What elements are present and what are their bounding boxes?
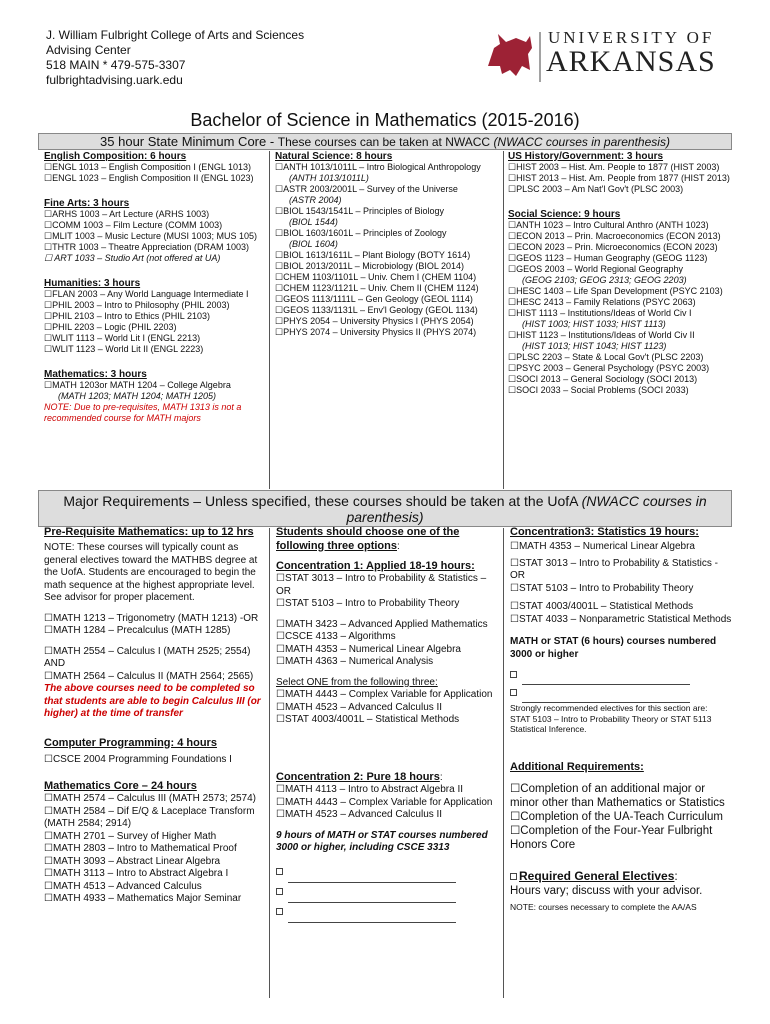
course-item[interactable]: ☐STAT 4033 – Nonparametric Statistical Methods bbox=[510, 613, 732, 625]
course-item[interactable]: ☐MATH 2584 – Dif E/Q & Laceplace Transform (MATH 2584; 2914) bbox=[44, 805, 255, 829]
section-heading: Concentration 1: Applied 18-19 hours: bbox=[276, 560, 475, 572]
section-heading: Additional Requirements: bbox=[510, 760, 644, 773]
course-item[interactable]: ☐PHIL 2203 – Logic (PHIL 2203) bbox=[44, 322, 177, 332]
course-item[interactable]: ☐MATH 1203or MATH 1204 – College Algebra bbox=[44, 380, 231, 390]
course-item[interactable]: ☐PHYS 2054 – University Physics I (PHYS 2054) ☐PHYS 2074 – University Physics II (PHYS 2074) bbox=[275, 316, 477, 337]
page-title: Bachelor of Science in Mathematics (2015-2016) bbox=[190, 110, 580, 130]
section-heading: Humanities: 3 hours bbox=[44, 278, 141, 289]
major-band-main: Major Requirements – Unless specified, these courses should be taken at the UofA bbox=[63, 493, 582, 509]
core-band-main: 35 hour State Minimum Core - bbox=[100, 134, 278, 149]
course-item[interactable]: ☐FLAN 2003 – Any World Language Intermediate I bbox=[44, 289, 249, 299]
divider bbox=[269, 528, 270, 998]
course-item[interactable]: ☐PHIL 2103 – Intro to Ethics (PHIL 2103) bbox=[44, 311, 210, 321]
course-equivalent: (BIOL 1604) bbox=[289, 239, 338, 249]
major-col-2 bbox=[276, 526, 500, 923]
pre-note-red: The above courses need to be completed so that students are able to begin Calculus III (or higher) at the time of transfer bbox=[44, 683, 261, 719]
section-heading: Pre-Requisite Mathematics: up to 12 hrs bbox=[44, 526, 254, 538]
course-item[interactable]: ☐BIOL 1603/1601L – Principles of Zoology bbox=[275, 228, 447, 238]
core-col-2 bbox=[275, 151, 499, 338]
course-item[interactable]: ☐MATH 2574 – Calculus III (MATH 2573; 2574) bbox=[44, 793, 257, 804]
course-item[interactable]: ☐ ART 1033 – Studio Art (not offered at UA) bbox=[44, 253, 221, 263]
recommended-courses: STAT 5103 – Intro to Probability Theory or STAT 5113 Statistical Inference. bbox=[510, 713, 712, 734]
course-item[interactable]: ☐MATH 4353 – Numerical Linear Algebra bbox=[510, 541, 695, 552]
section-heading: Concentration3: Statistics 19 hours: bbox=[510, 526, 699, 538]
course-item[interactable]: ☐ANTH 1013/1011L – Intro Biological Anthropology bbox=[275, 162, 481, 172]
course-item[interactable]: ☐STAT 5103 – Intro to Probability Theory bbox=[510, 582, 694, 594]
recommended-note: Strongly recommended electives for this section are: bbox=[510, 703, 708, 713]
course-item[interactable]: ☐MATH 4523 – Advanced Calculus II bbox=[276, 809, 443, 820]
electives-note: NOTE: courses necessary to complete the AA/AS bbox=[510, 902, 697, 912]
course-item[interactable]: ☐GEOS 2003 – World Regional Geography bbox=[508, 264, 683, 274]
course-item[interactable]: ☐HIST 2003 – Hist. Am. People to 1877 (HIST 2003) bbox=[508, 162, 720, 172]
major-band-paren: (NWACC courses in parenthesis) bbox=[346, 493, 707, 525]
course-item[interactable]: ☐MATH 4113 – Intro to Abstract Algebra II bbox=[276, 784, 464, 795]
colon: : bbox=[439, 771, 443, 783]
course-item[interactable]: ☐ANTH 1023 – Intro Cultural Anthro (ANTH 1023) bbox=[508, 220, 709, 230]
checkbox-icon[interactable] bbox=[510, 873, 517, 880]
course-item[interactable]: ☐HIST 1113 – Institutions/Ideas of World Civ I bbox=[508, 308, 692, 318]
electives-sub: Hours vary; discuss with your advisor. bbox=[510, 884, 703, 897]
course-item[interactable]: ☐MATH 1284 – Precalculus (MATH 1285) bbox=[44, 625, 231, 636]
core-band bbox=[38, 133, 732, 150]
core-band-paren: (NWACC courses in parenthesis) bbox=[493, 135, 670, 149]
blank-line[interactable] bbox=[510, 667, 732, 685]
university-logo bbox=[486, 26, 718, 86]
course-item[interactable]: ☐MATH 4363 – Numerical Analysis bbox=[276, 656, 434, 667]
header-line: Advising Center bbox=[46, 43, 131, 57]
course-item[interactable]: ☐MATH 4513 – Advanced Calculus bbox=[44, 880, 202, 892]
course-item[interactable]: ☐MLIT 1003 – Music Lecture (MUSI 1003; MUS 105) bbox=[44, 231, 257, 241]
course-item[interactable]: ☐CSCE 4133 – Algorithms bbox=[276, 631, 396, 642]
checkbox-icon[interactable] bbox=[276, 868, 283, 875]
course-item[interactable]: ☐HIST 1123 – Institutions/Ideas of World Civ II bbox=[508, 330, 695, 340]
section-heading: Fine Arts: 3 hours bbox=[44, 198, 130, 209]
course-item[interactable]: ☐MATH 2564 – Calculus II (MATH 2564; 2565) bbox=[44, 670, 254, 682]
checkbox-icon[interactable] bbox=[276, 888, 283, 895]
checkbox-icon[interactable] bbox=[510, 689, 517, 696]
course-item[interactable]: ☐MATH 4443 – Complex Variable for Application bbox=[276, 796, 493, 808]
section-heading: Natural Science: 8 hours bbox=[275, 151, 393, 162]
divider bbox=[503, 151, 504, 489]
course-item[interactable]: ☐HESC 1403 – Life Span Development (PSYC 2103) bbox=[508, 286, 723, 296]
header-line: fulbrightadvising.uark.edu bbox=[46, 73, 183, 87]
course-item[interactable]: ☐MATH 2554 – Calculus I (MATH 2525; 2554) AND bbox=[44, 645, 251, 669]
course-item[interactable]: ☐MATH 1213 – Trigonometry (MATH 1213) -OR bbox=[44, 612, 259, 624]
course-item[interactable]: ☐PLSC 2203 – State & Local Gov't (PLSC 2203) bbox=[508, 352, 704, 362]
course-item[interactable]: ☐MATH 4523 – Advanced Calculus II bbox=[276, 701, 443, 713]
colon: : bbox=[397, 540, 400, 552]
course-item[interactable]: ☐HIST 2013 – Hist. Am. People from 1877 (HIST 2013) bbox=[508, 173, 730, 183]
math-note: NOTE: Due to pre-requisites, MATH 1313 is not a recommended course for MATH majors bbox=[44, 402, 242, 423]
course-item[interactable]: ☐ARHS 1003 – Art Lecture (ARHS 1003) bbox=[44, 209, 210, 219]
header-line: J. William Fulbright College of Arts and Sciences bbox=[46, 28, 305, 42]
core-col-3 bbox=[508, 151, 730, 396]
course-item[interactable]: ☐GEOS 1123 – Human Geography (GEOG 1123) bbox=[508, 253, 708, 263]
course-item[interactable]: ☐GEOS 1133/1131L – Env'l Geology (GEOL 1134) bbox=[275, 305, 478, 315]
course-equivalent: (HIST 1003; HIST 1033; HIST 1113) bbox=[522, 319, 666, 329]
blank-line[interactable] bbox=[276, 883, 500, 903]
course-item[interactable]: ☐ECON 2013 – Prin. Macroeconomics (ECON 2013) bbox=[508, 231, 721, 241]
course-item[interactable]: ☐GEOS 1113/1111L – Gen Geology (GEOL 1114) bbox=[275, 294, 473, 304]
blank-line[interactable] bbox=[276, 863, 500, 883]
requirement-item[interactable]: ☐Completion of the Four-Year Fulbright Honors Core bbox=[510, 824, 713, 851]
course-item[interactable]: ☐SOCI 2033 – Social Problems (SOCI 2033) bbox=[508, 385, 689, 395]
course-item[interactable]: ☐MATH 4443 – Complex Variable for Application bbox=[276, 689, 493, 700]
course-item[interactable]: ☐STAT 4003/4001L – Statistical Methods bbox=[510, 601, 694, 612]
course-item[interactable]: ☐STAT 3013 – Intro to Probability & Statistics -OR bbox=[510, 557, 718, 581]
section-heading: Mathematics: 3 hours bbox=[44, 369, 147, 380]
core-col-1 bbox=[44, 151, 266, 424]
header-line: 518 MAIN * 479-575-3307 bbox=[46, 58, 186, 72]
logo-university-text: UNIVERSITY OF bbox=[548, 28, 715, 47]
course-item[interactable]: ☐HESC 2413 – Family Relations (PSYC 2063) bbox=[508, 297, 696, 307]
course-item[interactable]: ☐BIOL 1543/1541L – Principles of Biology bbox=[275, 206, 445, 216]
course-item[interactable]: ☐MATH 4353 – Numerical Linear Algebra bbox=[276, 643, 461, 655]
course-item[interactable]: ☐PLSC 2003 – Am Nat'l Gov't (PLSC 2003) bbox=[508, 184, 684, 194]
major-col-1 bbox=[44, 526, 266, 906]
course-item[interactable]: ☐ASTR 2003/2001L – Survey of the Universe bbox=[275, 184, 458, 194]
course-item[interactable]: ☐ENGL 1023 – English Composition II (ENGL 1023) bbox=[44, 173, 254, 183]
major-col-3 bbox=[510, 526, 732, 914]
blank-line[interactable] bbox=[276, 903, 500, 923]
course-item[interactable]: ☐BIOL 2013/2011L – Microbiology (BIOL 2014) bbox=[275, 261, 465, 271]
blank-line[interactable] bbox=[510, 685, 732, 703]
course-equivalent: (MATH 1203; MATH 1204; MATH 1205) bbox=[58, 391, 217, 401]
course-item[interactable]: ☐COMM 1003 – Film Lecture (COMM 1003) bbox=[44, 220, 223, 230]
section-heading: US History/Government: 3 hours bbox=[508, 151, 664, 162]
course-equivalent: (HIST 1013; HIST 1043; HIST 1123) bbox=[522, 341, 667, 351]
section-heading: Computer Programming: 4 hours bbox=[44, 736, 217, 749]
pre-note: NOTE: These courses will typically count as general electives toward the MATHBS degree at the UofA. Students are encouraged to begin the math sequence at the highest appropriate level. See advisor for proper placement. bbox=[44, 542, 258, 603]
course-item[interactable]: ☐PHIL 2003 – Intro to Philosophy (PHIL 2003) bbox=[44, 300, 230, 310]
major-band bbox=[38, 490, 732, 527]
course-equivalent: (BIOL 1544) bbox=[289, 217, 338, 227]
checkbox-icon[interactable] bbox=[276, 908, 283, 915]
course-item[interactable]: ☐PSYC 2003 – General Psychology (PSYC 2003) bbox=[508, 363, 710, 373]
logo-arkansas-text: ARKANSAS bbox=[546, 45, 716, 78]
course-item[interactable]: ☐CHEM 1103/1101L – Univ. Chem I (CHEM 1104) bbox=[275, 272, 477, 282]
course-item[interactable]: ☐MATH 3093 – Abstract Linear Algebra bbox=[44, 855, 221, 867]
section-heading: Mathematics Core – 24 hours bbox=[44, 780, 197, 792]
course-item[interactable]: ☐ECON 2023 – Prin. Microeconomics (ECON 2023) bbox=[508, 242, 718, 252]
course-equivalent: (GEOG 2103; GEOG 2313; GEOG 2203) bbox=[522, 275, 687, 285]
course-item[interactable]: ☐WLIT 1123 – World Lit II (ENGL 2223) bbox=[44, 344, 204, 354]
course-item[interactable]: ☐MATH 3423 – Advanced Applied Mathematics bbox=[276, 618, 488, 630]
college-header bbox=[46, 28, 304, 88]
checkbox-icon[interactable] bbox=[510, 671, 517, 678]
c2-note: 9 hours of MATH or STAT courses numbered 3000 or higher, including CSCE 3313 bbox=[276, 829, 488, 853]
colon: : bbox=[674, 868, 678, 883]
section-heading: Required General Electives bbox=[519, 868, 675, 883]
course-item[interactable]: ☐WLIT 1113 – World Lit I (ENGL 2213) bbox=[44, 333, 201, 343]
course-item[interactable]: ☐CHEM 1123/1121L – Univ. Chem II (CHEM 1124) bbox=[275, 283, 479, 293]
core-band-sub: These courses can be taken at NWACC bbox=[277, 135, 494, 149]
section-heading: English Composition: 6 hours bbox=[44, 151, 187, 162]
select-one-label: Select ONE from the following three: bbox=[276, 676, 438, 688]
divider bbox=[503, 528, 504, 998]
section-heading: Social Science: 9 hours bbox=[508, 209, 621, 220]
course-item[interactable]: ☐THTR 1003 – Theatre Appreciation (DRAM 1003) bbox=[44, 242, 249, 252]
requirement-item[interactable]: ☐Completion of an additional major or minor other than Mathematics or Statistics bbox=[510, 782, 725, 809]
course-item[interactable]: ☐ENGL 1013 – English Composition I (ENGL 1013) bbox=[44, 162, 252, 172]
course-item[interactable]: ☐MATH 2803 – Intro to Mathematical Proof bbox=[44, 843, 237, 854]
course-equivalent: (ANTH 1013/1011L) bbox=[289, 173, 369, 183]
section-heading: Concentration 2: Pure 18 hours bbox=[276, 770, 440, 783]
course-item[interactable]: ☐STAT 3013 – Intro to Probability & Statistics –OR bbox=[276, 573, 487, 597]
course-item[interactable]: ☐SOCI 2013 – General Sociology (SOCI 2013) bbox=[508, 374, 698, 384]
course-item[interactable]: ☐BIOL 1613/1611L – Plant Biology (BOTY 1614) bbox=[275, 250, 471, 260]
course-equivalent: (ASTR 2004) bbox=[289, 195, 342, 205]
math-stat-label: MATH or STAT (6 hours) courses numbered 3000 or higher bbox=[510, 636, 717, 660]
requirement-item[interactable]: ☐Completion of the UA-Teach Curriculum bbox=[510, 810, 723, 823]
course-item[interactable]: ☐MATH 2701 – Survey of Higher Math bbox=[44, 830, 217, 842]
section-heading: Students should choose one of the following three options bbox=[276, 526, 460, 552]
course-item[interactable]: ☐STAT 5103 – Intro to Probability Theory bbox=[276, 598, 460, 609]
course-item[interactable]: ☐CSCE 2004 Programming Foundations I bbox=[44, 753, 232, 765]
course-item[interactable]: ☐STAT 4003/4001L – Statistical Methods bbox=[276, 714, 460, 725]
divider bbox=[269, 151, 270, 489]
course-item[interactable]: ☐MATH 4933 – Mathematics Major Seminar bbox=[44, 893, 242, 904]
course-item[interactable]: ☐MATH 3113 – Intro to Abstract Algebra I bbox=[44, 868, 229, 879]
